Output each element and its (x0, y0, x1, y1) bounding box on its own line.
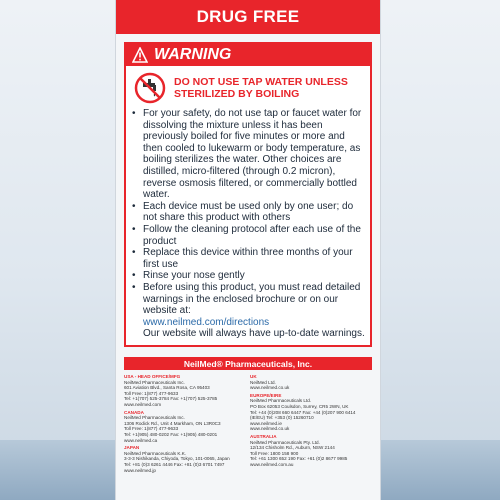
no-tap-water-icon (134, 72, 166, 104)
address-block (250, 434, 372, 468)
address-line: www.neilmed.jp (124, 467, 156, 473)
address-column-left (124, 374, 246, 475)
address-line: Tel: +61 1300 652 190 Fax: +61 (0)2 8677 9985 (250, 456, 348, 462)
list-item: • Before using this product, you must read detailed warnings in the enclosed brochure or on our website at: (132, 282, 364, 317)
address-line: 1306 Rodick Rd., Unit 4 Markham, ON L3R0C3 (124, 420, 221, 426)
address-block (124, 445, 246, 473)
list-item: • For your safety, do not use tap or faucet water for dissolving the mixture unless it has been previously boiled for five minutes or more and then cooled to lukewarm or body temperature, as boiling sterilizes the water. Other choices are distilled, micro-filtered (through 0.2 micron), reverse osmosis filtered, or commercially bottled water. (132, 108, 364, 201)
region-label: CANADA (124, 409, 144, 415)
address-line: NeilMed Pharmaceuticals Pty. Ltd. (250, 439, 320, 445)
list-item: • Each device must be used only by one user; do not share this product with others (132, 201, 364, 224)
address-line: www.neilmed.co.uk (250, 426, 290, 432)
website-note: Our website will always have up-to-date warnings. (143, 328, 365, 340)
address-line: 601 Aviation Blvd., Santa Rosa, CA 95403 (124, 385, 210, 391)
region-label: EUROPE/EIRE (250, 392, 282, 398)
address-block (124, 410, 246, 444)
address-line: www.neilmed.com (124, 401, 162, 407)
address-line: 12/134 Chisholm Rd., Auburn, NSW 2144 (250, 445, 335, 451)
list-item: • Follow the cleaning protocol after each use of the product (132, 224, 364, 247)
company-band (124, 357, 372, 370)
address-block (250, 393, 372, 432)
address-line: NeilMed Pharmaceuticals Inc. (124, 379, 185, 385)
tap-water-notice (126, 66, 370, 106)
address-line: Tel: +44 (0)208 660 6447 Fax: +44 (0)207 900 6414 (250, 409, 356, 415)
address-line: NeilMed Pharmaceuticals Inc. (124, 415, 185, 421)
address-line: Toll Free: 1(877) 477-9633 (124, 426, 179, 432)
drug-free-band (116, 0, 380, 34)
address-line: (IE/EU) Tel: +353 (0) 15260710 (250, 415, 314, 421)
company-name: NeilMed® Pharmaceuticals, Inc. (183, 358, 313, 369)
warning-box (124, 42, 372, 347)
address-line: www.neilmed.co.uk (250, 385, 290, 391)
list-item: • Replace this device within three months of your first use (132, 247, 364, 270)
address-line: Tel: +1(905) 480-0202 Fax: +1(905) 480-0201 (124, 431, 218, 437)
region-label: AUSTRALIA (250, 433, 277, 439)
address-grid (124, 374, 372, 475)
region-label: JAPAN (124, 445, 140, 451)
address-line: www.neilmed.ie (250, 420, 282, 426)
directions-link[interactable]: www.neilmed.com/directions (143, 316, 270, 328)
warning-title: WARNING (154, 46, 232, 63)
address-column-right (250, 374, 372, 475)
drug-free-label: DRUG FREE (196, 7, 300, 26)
warning-triangle-icon (132, 47, 148, 63)
address-line: PO Box 62053 Coulsdon, Surrey, CR5 2WN, UK (250, 403, 349, 409)
region-label: UK (250, 374, 257, 379)
package-panel (115, 0, 381, 500)
address-line: www.neilmed.com.au (250, 461, 294, 467)
address-block (250, 374, 372, 391)
list-item: • Rinse your nose gently (132, 270, 364, 282)
warning-list (126, 106, 370, 317)
address-line: Toll Free: 1800 158 900 (250, 450, 299, 456)
address-line: Tel: +1(707) 525-3784 Fax: +1(707) 525-3785 (124, 396, 218, 402)
address-line: NeilMed Ltd. (250, 379, 276, 385)
address-line: 3-3-3 Nishikanda, Chiyoda, Tokyo, 101-0065, Japan (124, 456, 230, 462)
tap-water-text: DO NOT USE TAP WATER UNLESS STERILIZED BY BOILING (174, 76, 348, 100)
address-block (124, 374, 246, 408)
address-line: Toll Free: 1(877) 477-9633 (124, 390, 179, 396)
address-line: NeilMed Pharmaceuticals K.K. (124, 450, 187, 456)
address-line: Tel: +81 (0)3 6261 4446 Fax: +81 (0)3 6701 7497 (124, 461, 225, 467)
warning-header (126, 44, 370, 66)
address-line: www.neilmed.ca (124, 437, 158, 443)
region-label: USA - HEAD OFFICE/MFG (124, 374, 181, 379)
address-line: NeilMed Pharmaceuticals Ltd. (250, 398, 312, 404)
